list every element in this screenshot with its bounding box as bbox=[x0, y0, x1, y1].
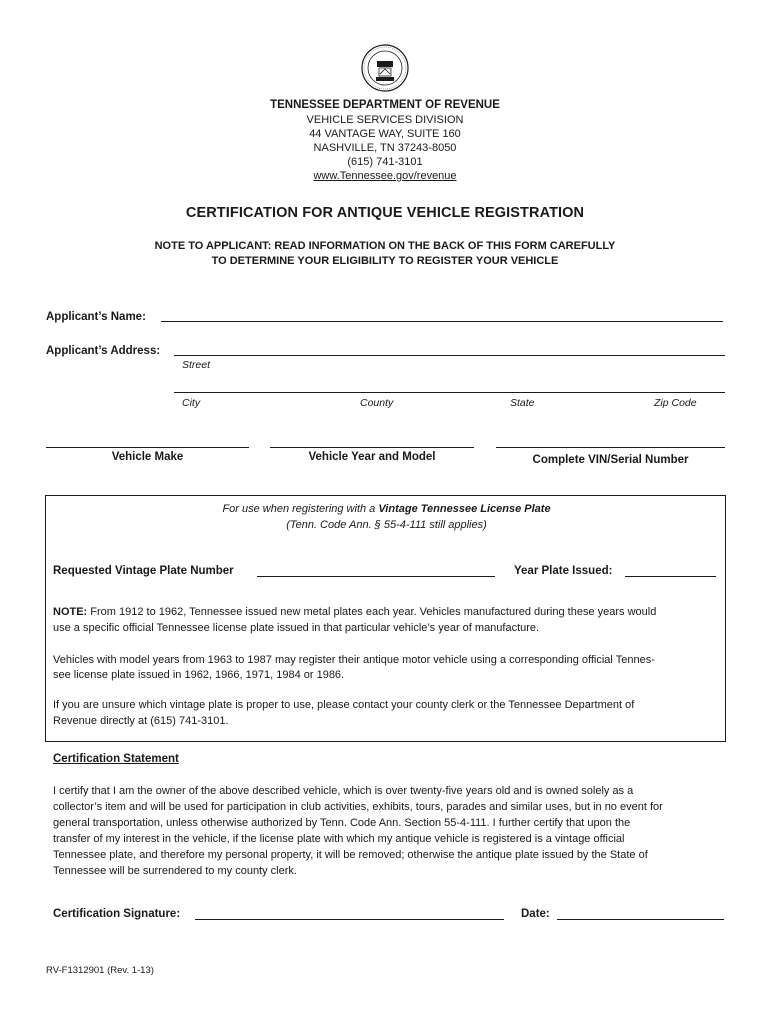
model-years-line-1: Vehicles with model years from 1963 to 1987 may register their antique motor vehicle using a corresponding official Tennes- bbox=[53, 654, 655, 666]
certification-heading: Certification Statement bbox=[53, 753, 179, 765]
form-title: CERTIFICATION FOR ANTIQUE VEHICLE REGISTRATION bbox=[185, 205, 585, 221]
certification-line: general transportation, unless otherwise authorized by Tenn. Code Ann. Section 55-4-111. I further certify that upon the bbox=[53, 817, 631, 829]
zip-caption: Zip Code bbox=[654, 397, 697, 409]
requested-plate-field[interactable] bbox=[257, 576, 495, 577]
note-to-applicant-line-2: TO DETERMINE YOUR ELIGIBILITY TO REGISTER YOUR VEHICLE bbox=[211, 255, 559, 267]
address-line-1: 44 VANTAGE WAY, SUITE 160 bbox=[309, 128, 461, 140]
signature-label: Certification Signature: bbox=[53, 908, 181, 920]
vintage-intro-line-1: For use when registering with a Vintage Tennessee License Plate bbox=[222, 503, 551, 515]
model-years-line-2: see license plate issued in 1962, 1966, 1971, 1984 or 1986. bbox=[53, 669, 345, 681]
year-plate-issued-label: Year Plate Issued: bbox=[514, 565, 613, 577]
signature-field[interactable] bbox=[195, 919, 504, 920]
applicant-address-label: Applicant’s Address: bbox=[46, 345, 161, 357]
contact-line-1: If you are unsure which vintage plate is proper to use, please contact your county clerk or the Tennessee Department of bbox=[53, 699, 635, 711]
date-label: Date: bbox=[521, 908, 550, 920]
date-field[interactable] bbox=[557, 919, 724, 920]
requested-plate-label: Requested Vintage Plate Number bbox=[53, 565, 234, 577]
certification-line: collector’s item and will be used for participation in club activities, exhibits, tours, parades and similar uses, but in no event for bbox=[53, 801, 663, 813]
state-caption: State bbox=[510, 397, 535, 409]
state-seal-logo bbox=[361, 44, 409, 92]
division-name: VEHICLE SERVICES DIVISION bbox=[306, 114, 464, 126]
applicant-name-label: Applicant’s Name: bbox=[46, 311, 146, 323]
year-plate-issued-field[interactable] bbox=[625, 576, 716, 577]
vintage-plate-term: Vintage Tennessee License Plate bbox=[378, 503, 551, 515]
vintage-note-line-1: NOTE: From 1912 to 1962, Tennessee issued new metal plates each year. Vehicles manufactured during these years would bbox=[53, 606, 657, 618]
vehicle-make-field[interactable] bbox=[46, 447, 249, 448]
certification-line: I certify that I am the owner of the above described vehicle, which is over twenty-five years old and is owned solely as a bbox=[53, 785, 634, 797]
phone-number: (615) 741-3101 bbox=[347, 156, 423, 168]
applicant-name-field[interactable] bbox=[161, 321, 723, 322]
vehicle-make-label: Vehicle Make bbox=[111, 451, 184, 463]
address-line-2: NASHVILLE, TN 37243-8050 bbox=[313, 142, 457, 154]
vehicle-year-model-label: Vehicle Year and Model bbox=[308, 451, 436, 463]
city-caption: City bbox=[182, 397, 201, 409]
street-field[interactable] bbox=[174, 355, 725, 356]
department-name: TENNESSEE DEPARTMENT OF REVENUE bbox=[270, 99, 500, 111]
contact-line-2: Revenue directly at (615) 741-3101. bbox=[53, 715, 229, 727]
vintage-note-line-2: use a specific official Tennessee license plate issued in that particular vehicle’s year of manufacture. bbox=[53, 622, 540, 634]
vin-label: Complete VIN/Serial Number bbox=[532, 454, 689, 466]
certification-line: transfer of my interest in the vehicle, if the license plate with which my antique vehicle is registered is a vintage official bbox=[53, 833, 625, 845]
form-number: RV-F1312901 (Rev. 1-13) bbox=[46, 965, 154, 976]
vintage-intro-line-2: (Tenn. Code Ann. § 55-4-111 still applies) bbox=[286, 519, 487, 531]
vin-field[interactable] bbox=[496, 447, 725, 448]
county-caption: County bbox=[360, 397, 394, 409]
certification-line: Tennessee plate, and therefore my personal property, it will be removed; otherwise the antique plate issued by the State of bbox=[53, 849, 648, 861]
city-county-state-zip-field[interactable] bbox=[174, 392, 725, 393]
street-caption: Street bbox=[182, 359, 211, 371]
website-link[interactable]: www.Tennessee.gov/revenue bbox=[313, 170, 457, 182]
vehicle-year-model-field[interactable] bbox=[270, 447, 474, 448]
certification-line: Tennessee will be surrendered to my county clerk. bbox=[53, 865, 297, 877]
note-to-applicant-line-1: NOTE TO APPLICANT: READ INFORMATION ON THE BACK OF THIS FORM CAREFULLY bbox=[154, 240, 616, 252]
